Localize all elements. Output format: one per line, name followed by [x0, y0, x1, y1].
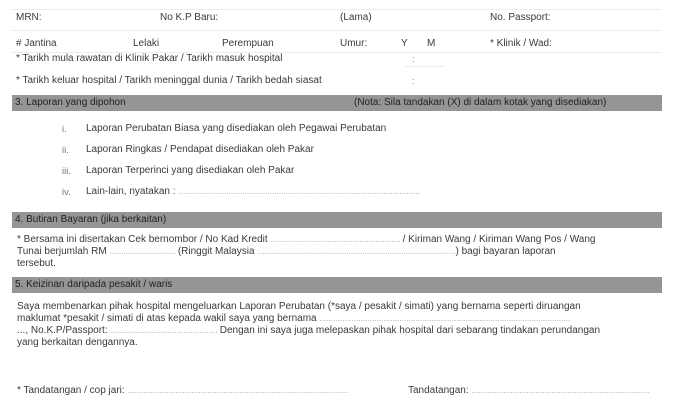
item-numeral: iii. — [62, 166, 71, 177]
umur-label: Umur: — [340, 38, 368, 49]
colon-separator: : — [412, 76, 415, 86]
item-numeral: ii. — [62, 145, 69, 156]
ringgit-words-input[interactable]: ....................................................................................... — [257, 246, 456, 257]
payment-line-2 — [17, 246, 556, 258]
mrn-label: MRN: — [16, 12, 42, 23]
lain-lain-label: Lain-lain, nyatakan : — [86, 186, 176, 197]
kp-baru-label: No K.P Baru: — [160, 12, 219, 23]
signature-patient-field[interactable]: ................................................................................................. — [127, 385, 349, 396]
umur-year-label: Y — [401, 38, 408, 49]
amount-input[interactable]: ............................. — [109, 246, 178, 257]
colon-separator: : — [412, 54, 415, 64]
payment-purpose-label: ) bagi bayaran laporan — [455, 246, 556, 257]
perempuan-option[interactable]: Perempuan — [222, 38, 274, 49]
consent-line-4: yang berkaitan dengannya. — [17, 337, 138, 348]
report-option-lain-lain[interactable] — [86, 186, 420, 197]
section-4-header — [12, 212, 662, 228]
payment-cheque-label: * Bersama ini disertakan Cek bernombor / No Kad Kredit — [17, 234, 268, 245]
consent-line-3 — [17, 325, 600, 337]
kp-lama-label: (Lama) — [340, 12, 372, 23]
item-numeral: iv. — [62, 187, 71, 198]
consent-release-text: Dengan ini saya juga melepaskan pihak hospital dari sebarang tindakan perundangan — [219, 325, 601, 336]
report-option-ringkas[interactable]: Laporan Ringkas / Pendapat disediakan oleh Pakar — [86, 144, 314, 155]
signature-officer-field[interactable]: .............................................................................. — [471, 385, 650, 396]
tarikh-keluar-label: * Tarikh keluar hospital / Tarikh meninggal dunia / Tarikh bedah siasat — [16, 75, 322, 86]
report-option-terperinci[interactable]: Laporan Terperinci yang disediakan oleh Pakar — [86, 165, 295, 176]
payment-line-3: tersebut. — [17, 258, 56, 269]
tarikh-mula-label: * Tarikh mula rawatan di Klinik Pakar / Tarikh masuk hospital — [16, 53, 283, 64]
section-5-header — [12, 277, 662, 293]
report-option-biasa[interactable]: Laporan Perubatan Biasa yang disediakan oleh Pegawai Perubatan — [86, 123, 387, 134]
consent-line-1: Saya membenarkan pihak hospital mengeluarkan Laporan Perubatan (*saya / pesakit / simati) yang bernama seperti diruangan — [17, 301, 581, 312]
umur-month-label: M — [427, 38, 436, 49]
payment-line-1 — [17, 234, 595, 246]
passport-label: No. Passport: — [490, 12, 551, 23]
signature-officer-label: Tandatangan: — [408, 385, 469, 396]
consent-line-2 — [17, 313, 570, 325]
jantina-label: # Jantina — [16, 38, 57, 49]
representative-id-input[interactable]: ............................................... — [110, 325, 220, 336]
section-3-header — [12, 95, 662, 111]
item-numeral: i. — [62, 124, 67, 135]
consent-id-label: ..., No.K.P/Passport: — [17, 325, 108, 336]
consent-representative-label: maklumat *pesakit / simati di atas kepada wakil saya yang bernama — [17, 313, 317, 324]
representative-name-input[interactable]: .............................................................................................................. — [319, 313, 570, 324]
ringgit-label: (Ringgit Malaysia — [177, 246, 255, 257]
signature-officer-row — [408, 385, 649, 397]
section-5-title: 5. Keizinan daripada pesakit / waris — [15, 279, 173, 290]
amount-label: Tunai berjumlah RM — [17, 246, 107, 257]
section-3-note: (Nota: Sila tandakan (X) di dalam kotak yang disediakan) — [354, 97, 607, 108]
section-3-title: 3. Laporan yang dipohon — [15, 97, 126, 108]
lain-lain-input[interactable]: .......................................................................................................... — [178, 186, 420, 197]
section-4-title: 4. Butiran Bayaran (jika berkaitan) — [15, 214, 167, 225]
lelaki-option[interactable]: Lelaki — [133, 38, 160, 49]
klinik-wad-label: * Klinik / Wad: — [490, 38, 552, 49]
cheque-number-input[interactable]: ......................................................... — [270, 234, 403, 245]
signature-patient-row — [17, 385, 348, 397]
signature-patient-label: * Tandatangan / cop jari: — [17, 385, 125, 396]
payment-methods-label: / Kiriman Wang / Kiriman Wang Pos / Wang — [402, 234, 596, 245]
